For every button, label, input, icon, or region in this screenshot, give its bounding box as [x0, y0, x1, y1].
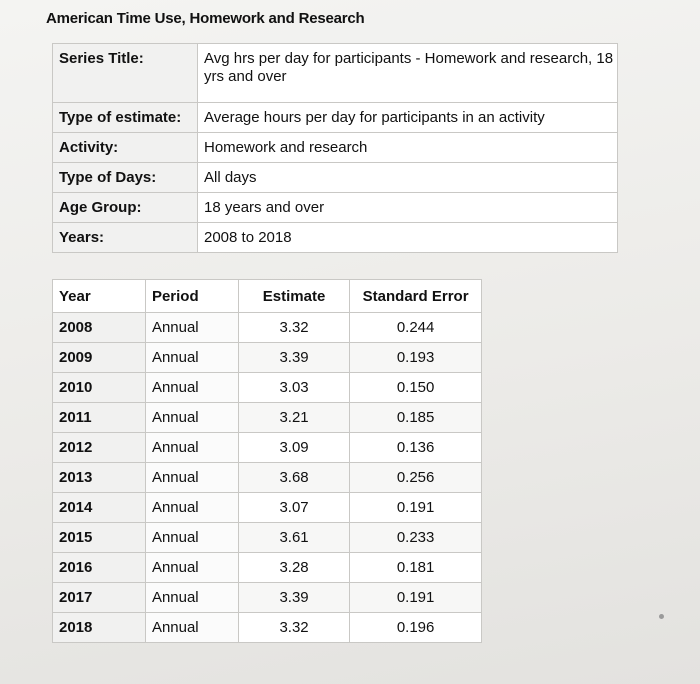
standard-error-cell: 0.150 [350, 373, 482, 403]
estimate-cell: 3.09 [238, 433, 349, 463]
estimate-cell: 3.39 [238, 583, 349, 613]
table-row [53, 553, 482, 583]
year-cell: 2015 [53, 523, 146, 553]
series-title-value: Avg hrs per day for participants - Homework and research, 18 yrs and over [198, 44, 618, 103]
year-cell: 2014 [53, 493, 146, 523]
estimate-cell: 3.39 [238, 343, 349, 373]
table-row [53, 343, 482, 373]
year-header: Year [53, 280, 146, 313]
standard-error-cell: 0.191 [350, 493, 482, 523]
estimate-type-row [53, 103, 618, 133]
year-cell: 2010 [53, 373, 146, 403]
year-cell: 2012 [53, 433, 146, 463]
year-cell: 2018 [53, 613, 146, 643]
period-cell: Annual [145, 583, 238, 613]
period-cell: Annual [145, 403, 238, 433]
days-type-key: Type of Days: [53, 163, 198, 193]
age-group-row [53, 193, 618, 223]
estimate-header: Estimate [238, 280, 349, 313]
days-type-value: All days [198, 163, 618, 193]
table-row [53, 403, 482, 433]
year-cell: 2011 [53, 403, 146, 433]
period-cell: Annual [145, 523, 238, 553]
activity-row [53, 133, 618, 163]
year-cell: 2017 [53, 583, 146, 613]
standard-error-cell: 0.193 [350, 343, 482, 373]
standard-error-cell: 0.185 [350, 403, 482, 433]
year-cell: 2013 [53, 463, 146, 493]
table-row [53, 433, 482, 463]
period-cell: Annual [145, 463, 238, 493]
table-row [53, 373, 482, 403]
estimate-cell: 3.32 [238, 613, 349, 643]
estimate-type-value: Average hours per day for participants in an activity [198, 103, 618, 133]
period-cell: Annual [145, 493, 238, 523]
years-value: 2008 to 2018 [198, 223, 618, 253]
standard-error-cell: 0.233 [350, 523, 482, 553]
table-row [53, 313, 482, 343]
year-cell: 2016 [53, 553, 146, 583]
activity-key: Activity: [53, 133, 198, 163]
estimate-cell: 3.07 [238, 493, 349, 523]
period-header: Period [145, 280, 238, 313]
period-cell: Annual [145, 373, 238, 403]
years-key: Years: [53, 223, 198, 253]
standard-error-cell: 0.244 [350, 313, 482, 343]
age-group-value: 18 years and over [198, 193, 618, 223]
table-row [53, 493, 482, 523]
estimate-cell: 3.61 [238, 523, 349, 553]
estimate-cell: 3.68 [238, 463, 349, 493]
table-row [53, 463, 482, 493]
years-row [53, 223, 618, 253]
estimate-cell: 3.03 [238, 373, 349, 403]
table-row [53, 613, 482, 643]
standard-error-cell: 0.196 [350, 613, 482, 643]
standard-error-cell: 0.181 [350, 553, 482, 583]
year-cell: 2009 [53, 343, 146, 373]
age-group-key: Age Group: [53, 193, 198, 223]
standard-error-header: Standard Error [350, 280, 482, 313]
activity-value: Homework and research [198, 133, 618, 163]
standard-error-cell: 0.256 [350, 463, 482, 493]
standard-error-cell: 0.136 [350, 433, 482, 463]
table-body [53, 313, 482, 643]
stray-dot [659, 614, 664, 619]
year-cell: 2008 [53, 313, 146, 343]
header-row [53, 280, 482, 313]
standard-error-cell: 0.191 [350, 583, 482, 613]
table-row [53, 523, 482, 553]
estimates-table [52, 279, 482, 643]
estimate-cell: 3.32 [238, 313, 349, 343]
period-cell: Annual [145, 343, 238, 373]
table-row [53, 583, 482, 613]
estimate-type-key: Type of estimate: [53, 103, 198, 133]
page-title: American Time Use, Homework and Research [46, 10, 365, 27]
series-title-key: Series Title: [53, 44, 198, 103]
period-cell: Annual [145, 553, 238, 583]
period-cell: Annual [145, 313, 238, 343]
days-type-row [53, 163, 618, 193]
period-cell: Annual [145, 613, 238, 643]
series-info-table [52, 43, 618, 253]
period-cell: Annual [145, 433, 238, 463]
series-title-row [53, 44, 618, 103]
estimate-cell: 3.28 [238, 553, 349, 583]
estimate-cell: 3.21 [238, 403, 349, 433]
